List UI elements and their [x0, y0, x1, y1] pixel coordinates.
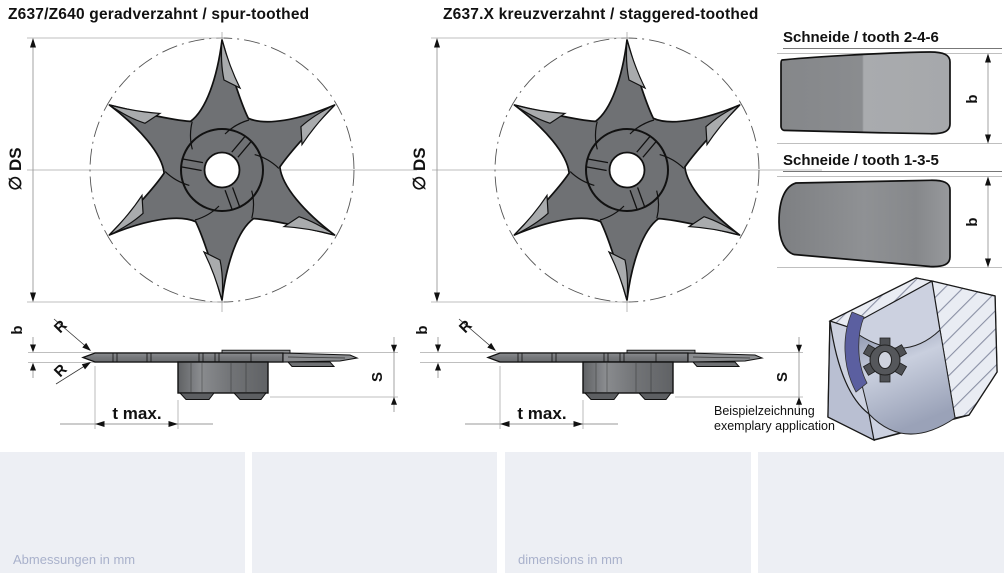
height-dimension-right: [774, 337, 802, 412]
height-label: S: [774, 371, 791, 383]
footer-panel-3: [505, 452, 751, 573]
example-caption-de: Beispielzeichnung: [714, 404, 815, 418]
spur-cutter-front-view: [6, 32, 417, 312]
example-caption-en: exemplary application: [714, 418, 835, 433]
dimensions-note-de: Abmessungen in mm: [13, 552, 136, 567]
radius-dimension-upper-left: [51, 317, 91, 351]
dimensions-note-en: dimensions in mm: [518, 552, 623, 567]
width-dimension-246: [964, 54, 991, 144]
staggered-cutter-front-view: [410, 32, 822, 312]
footer-panel-1: [0, 452, 245, 573]
footer-panel-2: [252, 452, 497, 573]
width-label: b: [414, 325, 431, 335]
depth-label: t max.: [517, 404, 567, 423]
diameter-label: ∅ DS: [6, 147, 25, 191]
radius-label: R: [50, 360, 71, 381]
tooth-profile-246: [777, 52, 1002, 144]
height-dimension-left: [369, 337, 397, 412]
footer-panel-4: [758, 452, 1004, 573]
radius-label: R: [50, 316, 71, 337]
application-3d-view: [828, 278, 997, 440]
width-dimension-side-left: [9, 325, 36, 378]
tooth-profile-heading-246: Schneide / tooth 2-4-6: [783, 29, 1002, 49]
staggered-toothed-title: Z637.X kreuzverzahnt / staggered-toothed: [443, 6, 759, 23]
width-label: b: [964, 217, 981, 227]
spur-toothed-title: Z637/Z640 geradverzahnt / spur-toothed: [8, 6, 310, 23]
width-dimension-side-right: [414, 325, 441, 378]
radius-label: R: [455, 316, 476, 337]
tooth-135-shape: [779, 180, 950, 266]
width-dimension-135: [964, 177, 991, 268]
tooth-profile-heading-135: Schneide / tooth 1-3-5: [783, 152, 1002, 172]
depth-label: t max.: [112, 404, 162, 423]
radius-dimension-lower-left: [51, 361, 91, 384]
spur-cutter-side-view: [9, 317, 398, 429]
diameter-label: ∅ DS: [410, 147, 429, 191]
example-caption: [714, 404, 835, 433]
tooth-246-shape: [781, 52, 950, 134]
width-label: b: [964, 94, 981, 104]
tooth-profile-135: [777, 177, 1002, 268]
width-label: b: [9, 325, 26, 335]
height-label: S: [369, 371, 386, 383]
radius-dimension-right: [456, 317, 496, 351]
